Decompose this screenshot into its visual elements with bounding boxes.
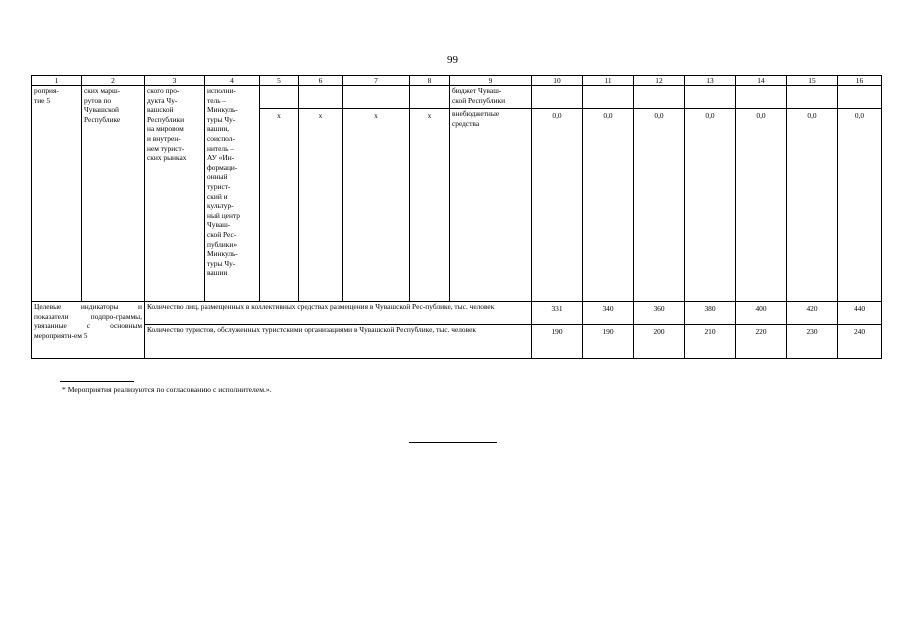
code-cell: x bbox=[260, 109, 299, 302]
table-cell bbox=[299, 86, 343, 109]
footnote-divider bbox=[60, 381, 134, 382]
table-row bbox=[32, 302, 882, 325]
column-header: 11 bbox=[583, 76, 634, 86]
table-cell bbox=[343, 86, 410, 109]
column-header: 12 bbox=[634, 76, 685, 86]
end-divider bbox=[409, 442, 497, 443]
indicator-value-cell: 220 bbox=[736, 325, 787, 359]
value-cell: 0,0 bbox=[838, 109, 882, 302]
column-header: 5 bbox=[260, 76, 299, 86]
footnote: * Мероприятия реализуются по согласованию с исполнителем.». bbox=[62, 385, 272, 394]
column-number-row bbox=[32, 76, 882, 86]
indicator-value-cell: 240 bbox=[838, 325, 882, 359]
column-header: 15 bbox=[787, 76, 838, 86]
column-header: 7 bbox=[343, 76, 410, 86]
executor-cell: исполни- тель – Минкуль- туры Чу- вашии, соиспол- нитель – АУ «Ин- формаци- онный турист- ский и культур- ный центр Чуваш- ской Рес- публики» Минкуль- туры Чу- вашии bbox=[205, 86, 260, 302]
table-cell bbox=[532, 86, 583, 109]
column-header: 9 bbox=[450, 76, 532, 86]
activity-routes-cell: ских марш- рутов по Чувашской Республике bbox=[82, 86, 145, 302]
table-row bbox=[32, 86, 882, 109]
column-header: 14 bbox=[736, 76, 787, 86]
table-cell bbox=[583, 86, 634, 109]
table-cell bbox=[410, 86, 450, 109]
indicator-value-cell: 440 bbox=[838, 302, 882, 325]
indicator-name-cell: Количество лиц, размещенных в коллективных средствах размещения в Чувашской Рес-публике, тыс. человек bbox=[145, 302, 532, 325]
indicator-value-cell: 400 bbox=[736, 302, 787, 325]
column-header: 13 bbox=[685, 76, 736, 86]
activity-product-cell: ского про- дукта Чу- вашской Республики на мировом и внутрен- нем турист- ских рынках bbox=[145, 86, 205, 302]
column-header: 8 bbox=[410, 76, 450, 86]
table-cell bbox=[634, 86, 685, 109]
value-cell: 0,0 bbox=[787, 109, 838, 302]
indicator-value-cell: 200 bbox=[634, 325, 685, 359]
indicator-name-cell: Количество туристов, обслуженных туристскими организациями в Чувашской Республике, тыс. человек bbox=[145, 325, 532, 359]
table-cell bbox=[685, 86, 736, 109]
indicator-value-cell: 360 bbox=[634, 302, 685, 325]
value-cell: 0,0 bbox=[685, 109, 736, 302]
table-cell bbox=[838, 86, 882, 109]
value-cell: 0,0 bbox=[736, 109, 787, 302]
column-header: 1 bbox=[32, 76, 82, 86]
code-cell: x bbox=[343, 109, 410, 302]
code-cell: x bbox=[299, 109, 343, 302]
indicators-label-cell: Целевые индикаторы и показатели подпро-граммы, увязанные с основным мероприяти-ем 5 bbox=[32, 302, 145, 359]
value-cell: 0,0 bbox=[583, 109, 634, 302]
activity-label-cell: роприя- тие 5 bbox=[32, 86, 82, 302]
value-cell: 0,0 bbox=[532, 109, 583, 302]
table-cell bbox=[260, 86, 299, 109]
page-number: 99 bbox=[447, 54, 458, 66]
column-header: 6 bbox=[299, 76, 343, 86]
indicator-value-cell: 340 bbox=[583, 302, 634, 325]
value-cell: 0,0 bbox=[634, 109, 685, 302]
indicator-value-cell: 420 bbox=[787, 302, 838, 325]
column-header: 3 bbox=[145, 76, 205, 86]
funding-source-cell: бюджет Чуваш- ской Республики bbox=[450, 86, 532, 109]
funding-source-cell: внебюджетные средства bbox=[450, 109, 532, 302]
table-row bbox=[32, 325, 882, 359]
column-header: 4 bbox=[205, 76, 260, 86]
indicator-value-cell: 380 bbox=[685, 302, 736, 325]
indicator-value-cell: 190 bbox=[583, 325, 634, 359]
column-header: 2 bbox=[82, 76, 145, 86]
program-table bbox=[31, 75, 882, 359]
indicator-value-cell: 331 bbox=[532, 302, 583, 325]
code-cell: x bbox=[410, 109, 450, 302]
indicator-value-cell: 210 bbox=[685, 325, 736, 359]
table-cell bbox=[787, 86, 838, 109]
column-header: 10 bbox=[532, 76, 583, 86]
indicator-value-cell: 190 bbox=[532, 325, 583, 359]
indicator-value-cell: 230 bbox=[787, 325, 838, 359]
column-header: 16 bbox=[838, 76, 882, 86]
table-cell bbox=[736, 86, 787, 109]
